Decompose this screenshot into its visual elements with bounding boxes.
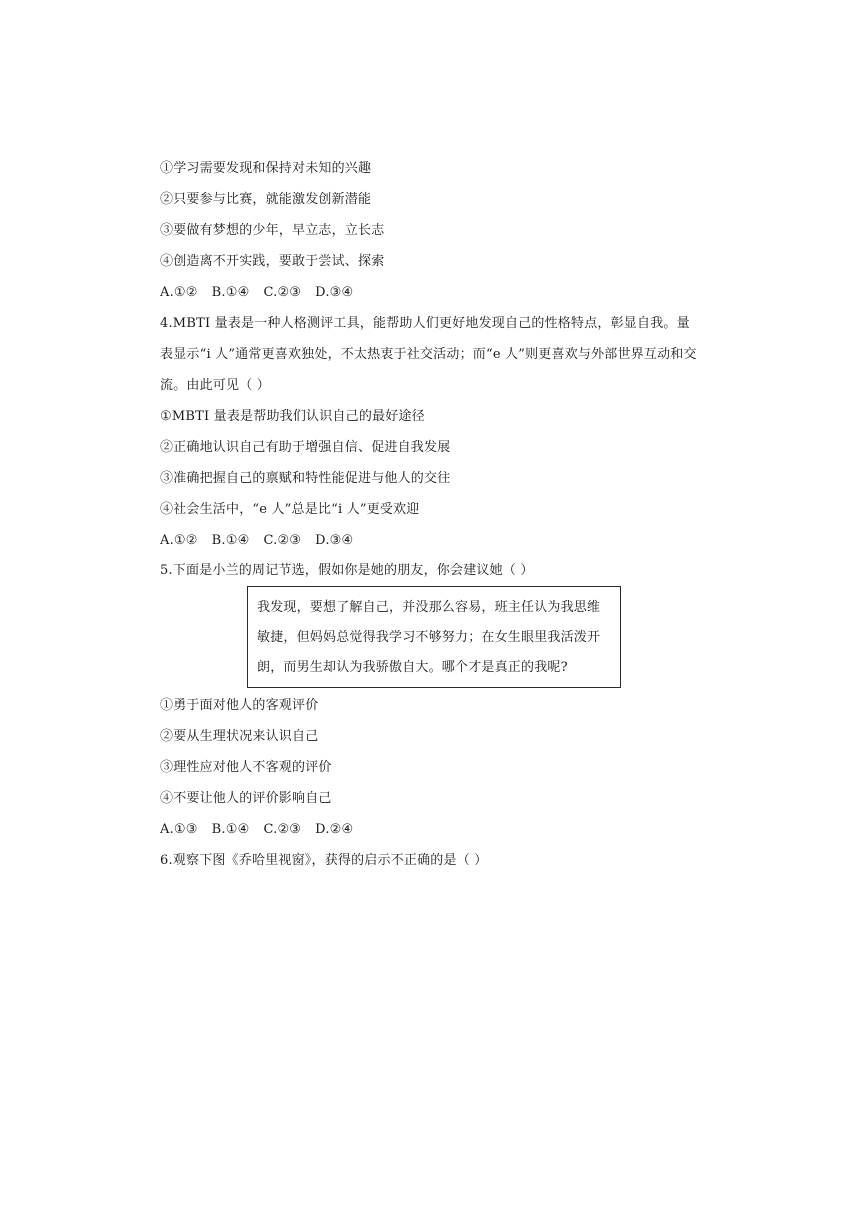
diary-excerpt-line-2: 敏捷，但妈妈总觉得我学习不够努力；在女生眼里我活泼开: [257, 630, 601, 645]
q4-options: [160, 532, 367, 550]
q3-item-4: ④创造离不开实践，要敢于尝试、探索: [160, 254, 385, 269]
q4-item-2: ②正确地认识自己有助于增强自信、促进自我发展: [160, 440, 451, 455]
q4-option-a: A.①②: [160, 533, 198, 548]
q4-option-b: B.①④: [211, 533, 250, 548]
q5-option-b: B.①④: [211, 822, 250, 837]
q3-option-c: C.②③: [263, 285, 302, 300]
q3-option-b: B.①④: [211, 285, 250, 300]
diary-excerpt-line-1: 我发现，要想了解自己，并没那么容易，班主任认为我思维: [257, 600, 601, 615]
q3-option-a: A.①②: [160, 285, 198, 300]
q3-options: [160, 284, 367, 302]
q3-item-3: ③要做有梦想的少年，早立志，立长志: [160, 223, 385, 238]
q6-stem: 6.观察下图《乔哈里视窗》，获得的启示不正确的是（ ）: [160, 853, 488, 868]
q5-options: [160, 821, 367, 839]
q5-stem: 5.下面是小兰的周记节选，假如你是她的朋友，你会建议她（ ）: [160, 563, 534, 578]
q5-option-d: D.②④: [315, 822, 354, 837]
q4-stem-line-3: 流。由此可见（ ）: [160, 378, 270, 393]
diary-excerpt-box: [247, 586, 621, 688]
q4-item-1: ①MBTI 量表是帮助我们认识自己的最好途径: [160, 409, 425, 424]
q5-option-c: C.②③: [263, 822, 302, 837]
q4-option-d: D.③④: [315, 533, 354, 548]
q5-item-4: ④不要让他人的评价影响自己: [160, 791, 332, 806]
q3-item-2: ②只要参与比赛，就能激发创新潜能: [160, 192, 372, 207]
q5-item-2: ②要从生理状况来认识自己: [160, 729, 319, 744]
q5-item-3: ③理性应对他人不客观的评价: [160, 760, 332, 775]
q3-option-d: D.③④: [315, 285, 354, 300]
q3-item-1: ①学习需要发现和保持对未知的兴趣: [160, 161, 372, 176]
q4-option-c: C.②③: [263, 533, 302, 548]
q4-item-4: ④社会生活中，“e 人”总是比“i 人”更受欢迎: [160, 502, 420, 517]
q4-item-3: ③准确把握自己的禀赋和特性能促进与他人的交往: [160, 471, 451, 486]
q5-item-1: ①勇于面对他人的客观评价: [160, 698, 319, 713]
q4-stem-line-2: 表显示“i 人”通常更喜欢独处，不太热衷于社交活动；而“e 人”则更喜欢与外部世界互动和交: [160, 347, 697, 362]
q4-stem-line-1: 4.MBTI 量表是一种人格测评工具，能帮助人们更好地发现自己的性格特点，彰显自我。量: [160, 316, 690, 331]
diary-excerpt-line-3: 朗，而男生却认为我骄傲自大。哪个才是真正的我呢?: [257, 660, 568, 675]
q5-option-a: A.①③: [160, 822, 198, 837]
